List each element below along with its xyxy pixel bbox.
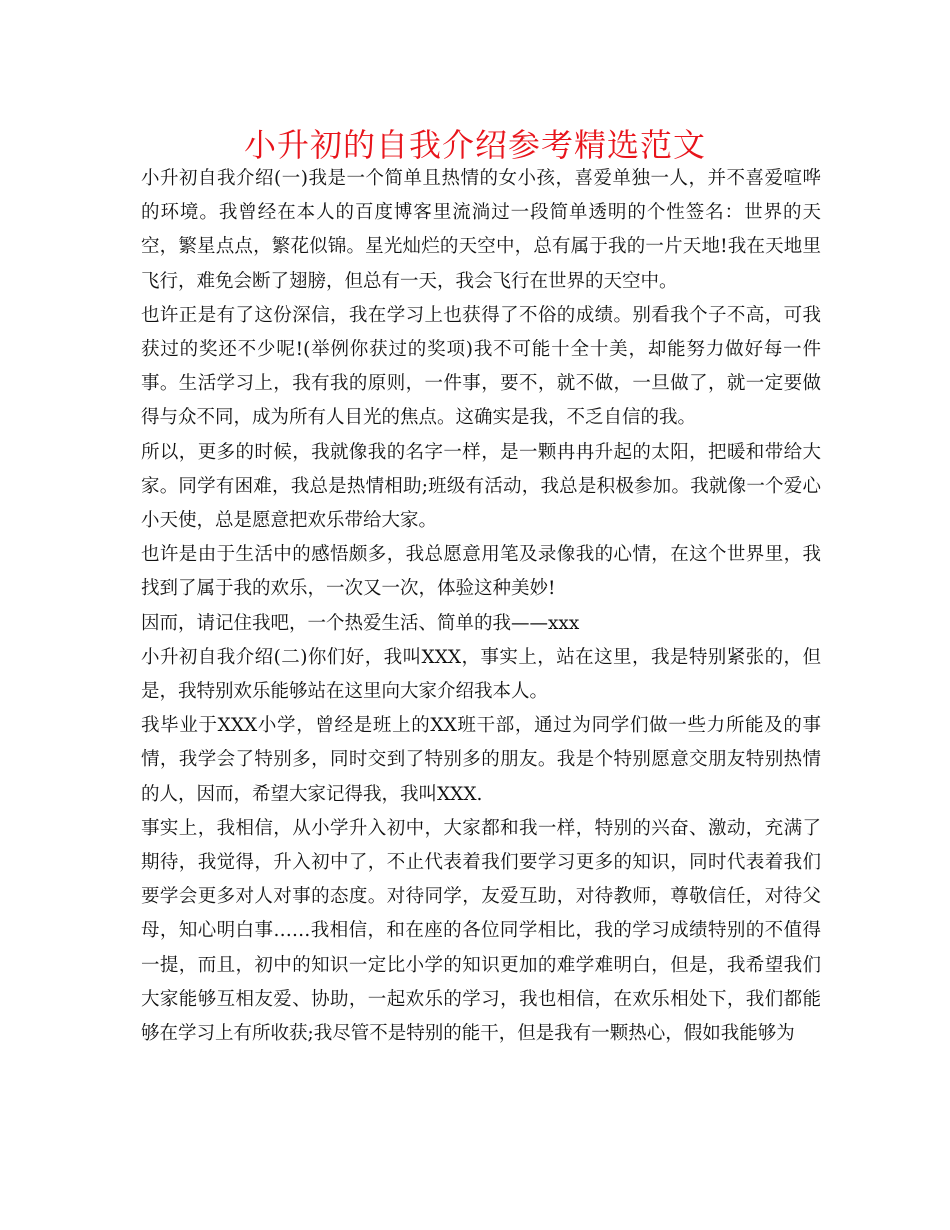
document-title: 小升初的自我介绍参考精选范文 xyxy=(243,126,706,164)
document-body xyxy=(141,162,821,1051)
paragraph-confidence: 也许正是有了这份深信，我在学习上也获得了不俗的成绩。别看我个子不高，可我获过的奖还不少呢!(举例你获过的奖项)我不可能十全十美，却能努力做好每一件事。生活学习上，我有我的原则，一件事，要不，就不做，一旦做了，就一定要做得与众不同，成为所有人目光的焦点。这确实是我，不乏自信的我。 xyxy=(141,304,821,429)
paragraph-remember-me: 因而，请记住我吧，一个热爱生活、简单的我——xxx xyxy=(141,612,580,634)
paragraph-intro-two: 小升初自我介绍(二)你们好，我叫XXX，事实上，站在这里，我是特别紧张的，但是，我特别欢乐能够站在这里向大家介绍我本人。 xyxy=(141,646,821,703)
paragraph-intro-one: 小升初自我介绍(一)我是一个简单且热情的女小孩，喜爱单独一人，并不喜爱喧哗的环境。我曾经在本人的百度博客里流淌过一段简单透明的个性签名：世界的天空，繁星点点，繁花似锦。星光灿烂的天空中，总有属于我的一片天地!我在天地里飞行，难免会断了翅膀，但总有一天，我会飞行在世界的天空中。 xyxy=(141,168,821,292)
paragraph-middle-school: 事实上，我相信，从小学升入初中，大家都和我一样，特别的兴奋、激动，充满了期待，我觉得，升入初中了，不止代表着我们要学习更多的知识，同时代表着我们要学会更多对人对事的态度。对待同学，友爱互助，对待教师，尊敬信任，对待父母，知心明白事……我相信，和在座的各位同学相比，我的学习成绩特别的不值得一提，而且，初中的知识一定比小学的知识更加的难学难明白，但是，我希望我们大家能够互相友爱、协助，一起欢乐的学习，我也相信，在欢乐相处下，我们都能够在学习上有所收获;我尽管不是特别的能干，但是我有一颗热心，假如我能够为 xyxy=(141,817,821,1045)
paragraph-sunshine: 所以，更多的时候，我就像我的名字一样，是一颗冉冉升起的太阳，把暖和带给大家。同学有困难，我总是热情相助;班级有活动，我总是积极参加。我就像一个爱心小天使，总是愿意把欢乐带给大家。 xyxy=(141,441,821,532)
paragraph-graduation: 我毕业于XXX小学，曾经是班上的XX班干部，通过为同学们做一些力所能及的事情，我学会了特别多，同时交到了特别多的朋友。我是个特别愿意交朋友特别热情的人，因而，希望大家记得我，我叫XXX. xyxy=(141,715,821,805)
paragraph-feelings: 也许是由于生活中的感悟颇多，我总愿意用笔及录像我的心情，在这个世界里，我找到了属于我的欢乐，一次又一次，体验这种美妙! xyxy=(141,544,821,600)
